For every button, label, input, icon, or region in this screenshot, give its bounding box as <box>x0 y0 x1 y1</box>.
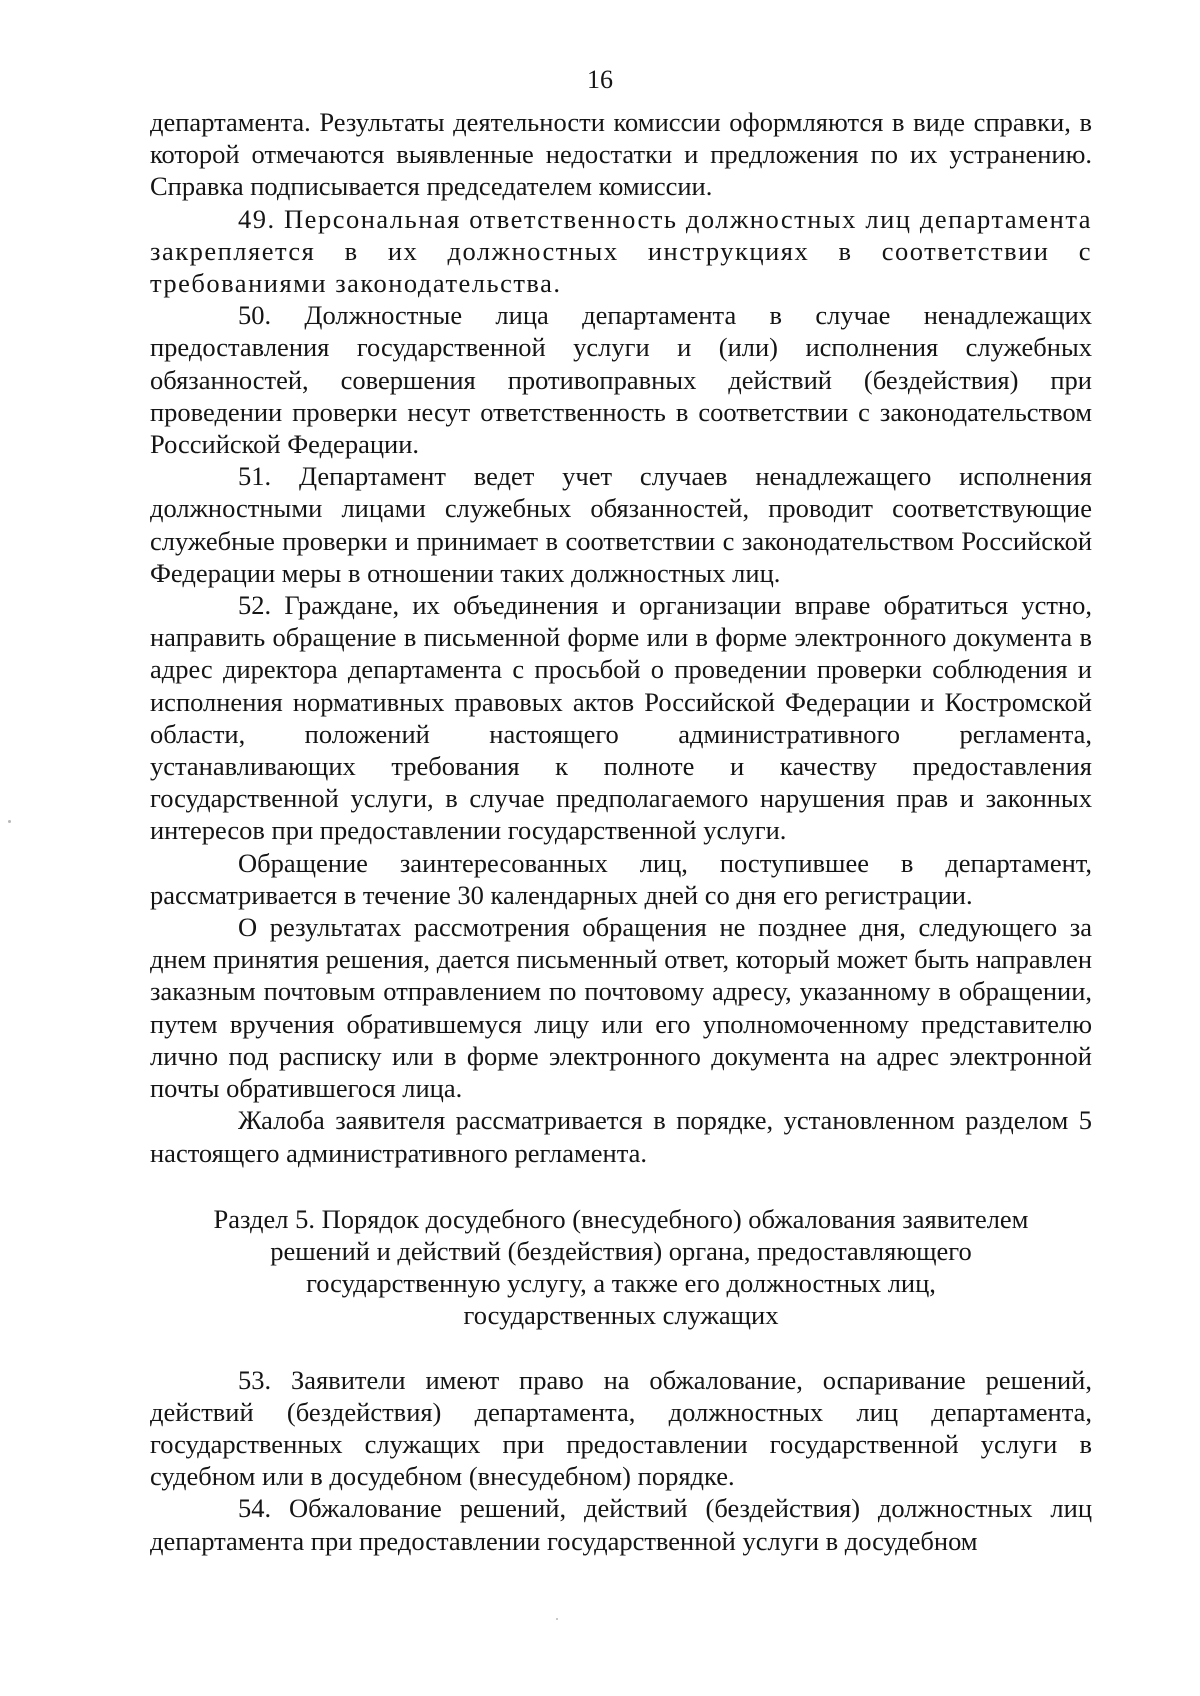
paragraph-appeal-result: О результатах рассмотрения обращения не позднее дня, следующего за днем принятия решения, дается письменный ответ, который может быть направлен заказным почтовым отправлением по почтовому адресу, указанному в обращении, путем вручения обратившемуся лицу или его уполномоченному представителю лично под расписку или в форме электронного документа на адрес электронной почты обратившегося лица. <box>150 912 1092 1104</box>
page-number: 16 <box>587 65 613 94</box>
document-body <box>150 106 1092 1557</box>
paragraph-52: 52. Граждане, их объединения и организации вправе обратиться устно, направить обращение в письменной форме или в форме электронного документа в адрес директора департамента с просьбой о проведении проверки соблюдения и исполнения нормативных правовых актов Российской Федерации и Костромской области, положений настоящего административного регламента, устанавливающих требования к полноте и качеству предоставления государственной услуги, в случае предполагаемого нарушения прав и законных интересов при предоставлении государственной услуги. <box>150 590 1092 846</box>
paragraph-continuation: департамента. Результаты деятельности комиссии оформляются в виде справки, в которой отмечаются выявленные недостатки и предложения по их устранению. Справка подписывается председателем комиссии. <box>150 107 1092 202</box>
section-heading <box>150 1203 1092 1332</box>
paragraph-complaint: Жалоба заявителя рассматривается в порядке, установленном разделом 5 настоящего административного регламента. <box>150 1105 1092 1168</box>
paragraph-50: 50. Должностные лица департамента в случае ненадлежащих предоставления государственной услуги и (или) исполнения служебных обязанностей, совершения противоправных действий (бездействия) при проведении проверки несут ответственность в соответствии с законодательством Российской Федерации. <box>150 300 1092 460</box>
paragraph-51: 51. Департамент ведет учет случаев ненадлежащего исполнения должностными лицами служебных обязанностей, проводит соответствующие служебные проверки и принимает в соответствии с законодательством Российской Федерации меры в отношении таких должностных лиц. <box>150 461 1092 588</box>
paragraph-appeal-review: Обращение заинтересованных лиц, поступившее в департамент, рассматривается в течение 30 календарных дней со дня его регистрации. <box>150 847 1092 910</box>
paragraph-49: 49. Персональная ответственность должностных лиц департамента закрепляется в их должностных инструкциях в соответствии с требованиями законодательства. <box>150 203 1092 299</box>
paragraph-53: 53. Заявители имеют право на обжалование, оспаривание решений, действий (бездействия) департамента, должностных лиц департамента, государственных служащих при предоставлении государственной услуги в судебном или в досудебном (внесудебном) порядке. <box>150 1364 1092 1492</box>
paragraph-54: 54. Обжалование решений, действий (бездействия) должностных лиц департамента при предоставлении государственной услуги в досудебном <box>150 1493 1092 1556</box>
scan-speck <box>556 1618 558 1620</box>
section-heading-line-3: государственную услугу, а также его должностных лиц, <box>306 1268 936 1299</box>
section-heading-line-4: государственных служащих <box>463 1300 779 1331</box>
scan-speck <box>8 820 11 823</box>
section-heading-line-1: Раздел 5. Порядок досудебного (внесудебного) обжалования заявителем <box>213 1203 1029 1234</box>
section-heading-line-2: решений и действий (бездействия) органа, предоставляющего <box>270 1235 972 1266</box>
